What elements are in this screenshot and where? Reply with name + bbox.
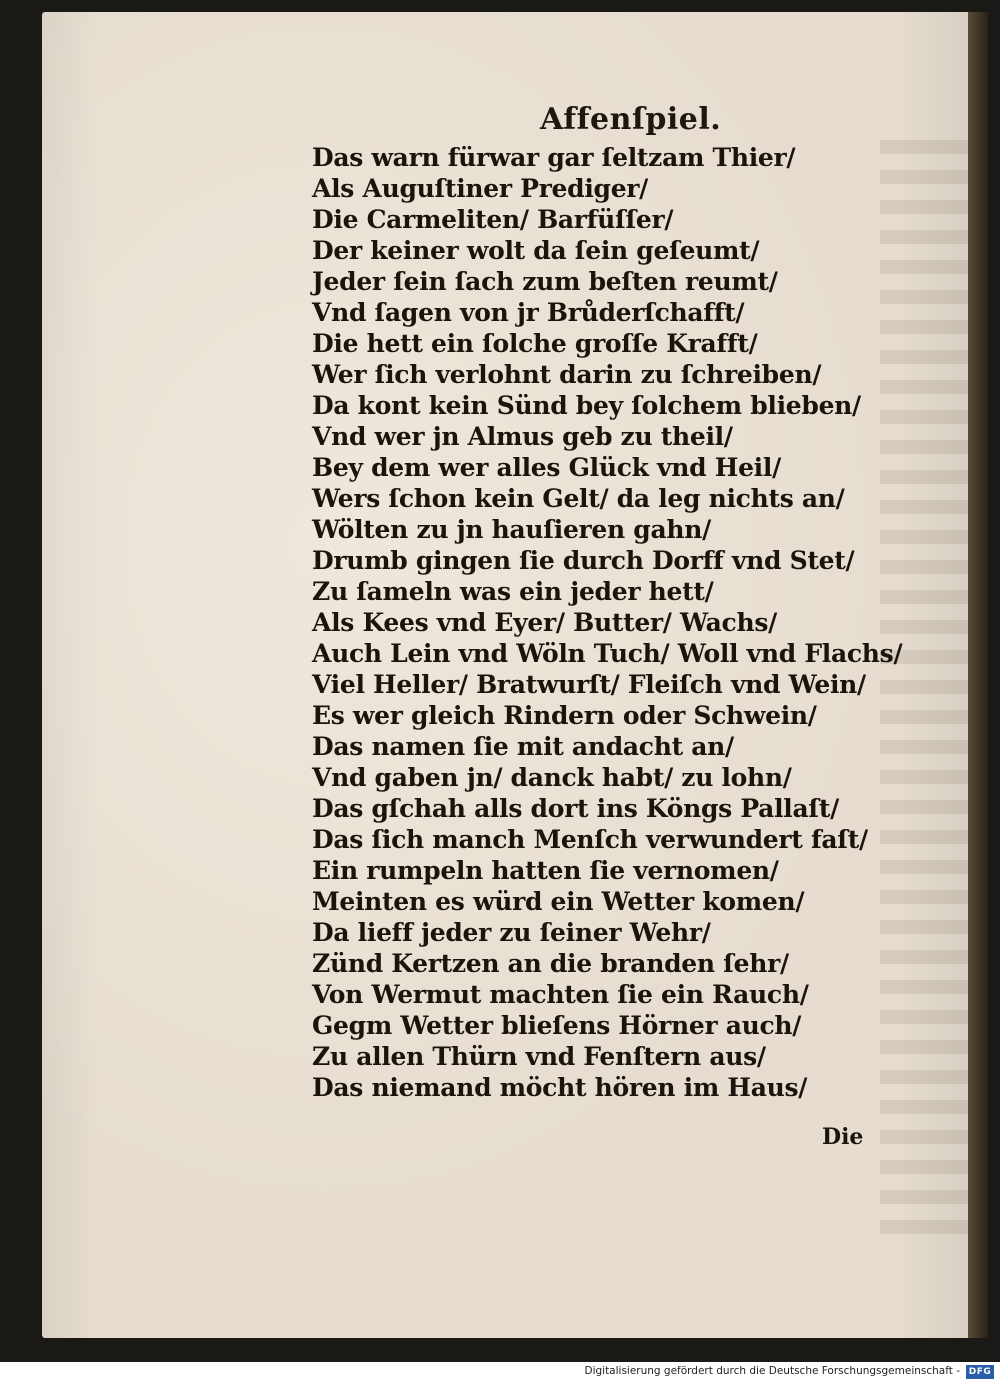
verse-line: Wölten zu jn hauſieren gahn/ <box>312 515 711 544</box>
footer-bar <box>0 1362 1000 1383</box>
verse-line: Das gſchah alls dort ins Köngs Pallaſt/ <box>312 794 839 823</box>
verse-line: Wers ſchon kein Gelt/ da leg nichts an/ <box>312 484 845 513</box>
verse-line: Das niemand möcht hören im Haus/ <box>312 1073 808 1102</box>
verse-line: Jeder ſein ſach zum beſten reumt/ <box>312 267 778 296</box>
verse-line: Vnd wer jn Almus geb zu theil/ <box>312 422 733 451</box>
verse-line: Vnd ſagen von jr Brůderſchafft/ <box>312 298 745 327</box>
verse-line: Das namen ſie mit andacht an/ <box>312 732 734 761</box>
page-header: Affenſpiel. <box>540 102 722 137</box>
dfg-logo: DFG <box>966 1365 994 1379</box>
verse-line: Von Wermut machten ſie ein Rauch/ <box>312 980 809 1009</box>
verse-line: Die Carmeliten/ Barfüſſer/ <box>312 205 674 234</box>
verse-line: Meinten es würd ein Wetter komen/ <box>312 887 805 916</box>
verse-line: Das ſich manch Menſch verwundert faſt/ <box>312 825 868 854</box>
verse-line: Es wer gleich Rindern oder Schwein/ <box>312 701 817 730</box>
verse-line: Zünd Kertzen an die branden ſehr/ <box>312 949 789 978</box>
verse-line: Zu ſameln was ein jeder hett/ <box>312 577 714 606</box>
verse-line: Gegm Wetter blieſens Hörner auch/ <box>312 1011 802 1040</box>
verse-line: Auch Lein vnd Wöln Tuch/ Woll vnd Flachs/ <box>312 639 903 668</box>
book-edge <box>968 12 988 1338</box>
verse-line: Ein rumpeln hatten ſie vernomen/ <box>312 856 779 885</box>
catchword: Die <box>822 1124 864 1150</box>
verse-line: Die hett ein ſolche groſſe Krafft/ <box>312 329 758 358</box>
verse-text <box>312 142 902 1103</box>
verse-line: Der keiner wolt da ſein geſeumt/ <box>312 236 760 265</box>
verse-line: Als Auguſtiner Prediger/ <box>312 174 649 203</box>
funding-note: Digitalisierung gefördert durch die Deutsche Forschungsgemeinschaft - <box>584 1365 960 1377</box>
verse-line: Viel Heller/ Bratwurſt/ Fleiſch vnd Wein/ <box>312 670 866 699</box>
verse-line: Da lieff jeder zu ſeiner Wehr/ <box>312 918 711 947</box>
verse-line: Bey dem wer alles Glück vnd Heil/ <box>312 453 781 482</box>
verse-line: Wer ſich verlohnt darin zu ſchreiben/ <box>312 360 822 389</box>
verse-line: Das warn fürwar gar ſeltzam Thier/ <box>312 143 796 172</box>
verse-line: Als Kees vnd Eyer/ Butter/ Wachs/ <box>312 608 777 637</box>
verse-line: Drumb gingen ſie durch Dorff vnd Stet/ <box>312 546 855 575</box>
verse-line: Vnd gaben jn/ danck habt/ zu lohn/ <box>312 763 792 792</box>
verse-line: Zu allen Thürn vnd Fenſtern aus/ <box>312 1042 766 1071</box>
verse-line: Da kont kein Sünd bey ſolchem blieben/ <box>312 391 861 420</box>
